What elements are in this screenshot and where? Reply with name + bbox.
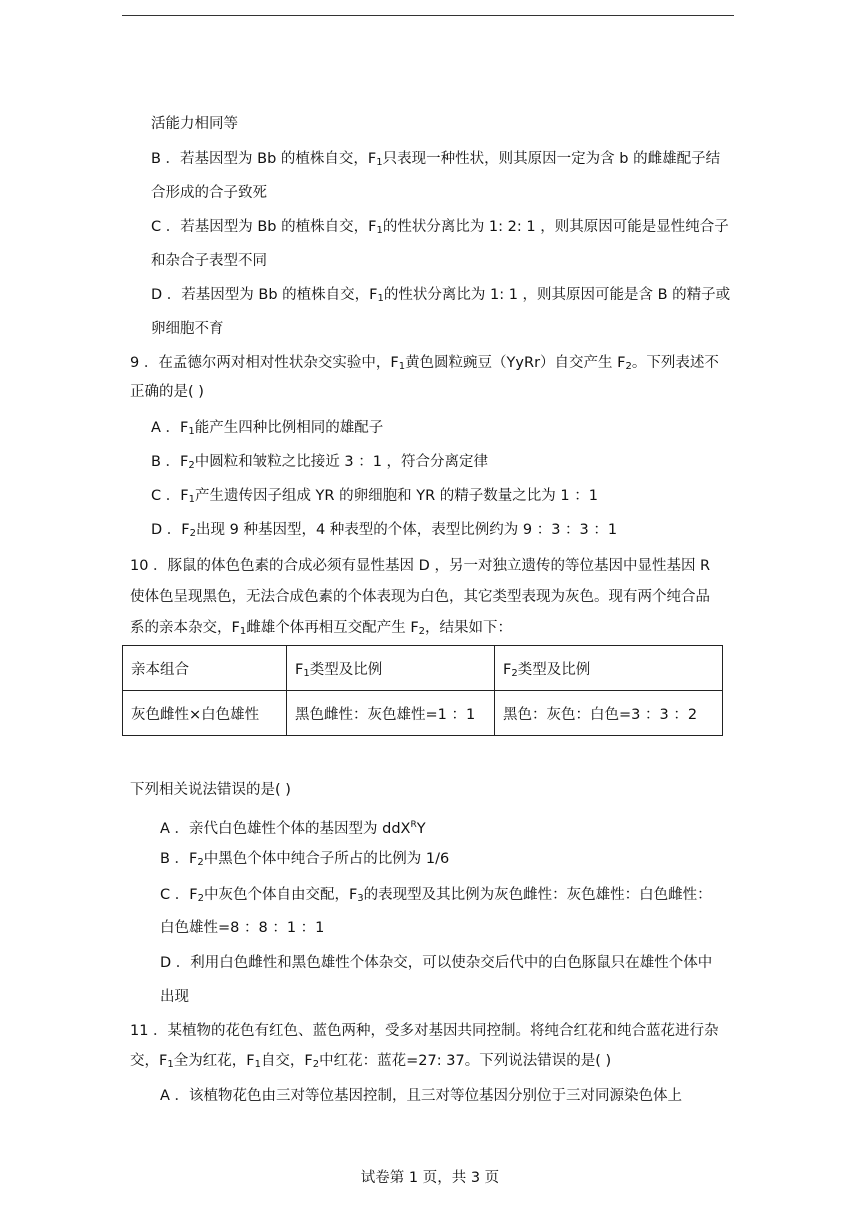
option-d-10: D ．利用白色雌性和黑色雄性个体杂交，可以使杂交后代中的白色豚鼠只在雄性个体中	[160, 955, 713, 971]
table-row	[123, 691, 723, 736]
option-d-8: D ．若基因型为 Bb 的植株自交，$F_1$的性状分离比为 1: 1 ，则其原因可能是含 B 的精子或	[151, 287, 731, 304]
option-c-8: C ．若基因型为 Bb 的植株自交，$F_1$的性状分离比为 1: 2: 1 ，则其原因可能是显性纯合子	[151, 219, 729, 236]
option-a-9: A ．$F_1$能产生四种比例相同的雄配子	[151, 420, 384, 437]
text-line: 使体色呈现黑色，无法合成色素的个体表现为白色，其它类型表现为灰色。现有两个纯合品	[130, 589, 710, 605]
results-table	[122, 645, 723, 736]
text-line: 系的亲本杂交，$F_1$雌雄个体再相互交配产生 $F_2$，结果如下：	[130, 620, 513, 637]
text-line: 出现	[160, 989, 189, 1005]
table-row	[123, 646, 723, 691]
table-cell: 灰色雌性×白色雄性	[123, 691, 287, 736]
text-line: 合形成的合子致死	[151, 185, 267, 201]
table-header-cell: $F_2$类型及比例	[495, 646, 723, 691]
question-10: 10 ．豚鼠的体色色素的合成必须有显性基因 D ，另一对独立遗传的等位基因中显性基因 R	[130, 558, 711, 574]
text-line: 白色雄性=8 ：8 ：1 ：1	[160, 920, 325, 936]
table-header-cell: 亲本组合	[123, 646, 287, 691]
page-footer: 试卷第 1 页，共 3 页	[360, 1170, 500, 1186]
option-b-9: B ．$F_2$中圆粒和皱粒之比接近 3 ：1 ，符合分离定律	[151, 454, 489, 471]
text-line: 卵细胞不育	[151, 321, 224, 337]
table-cell: 黑色雌性：灰色雄性=1 ：1	[287, 691, 495, 736]
option-a-10: A ．亲代白色雄性个体的基因型为 ddX$^R$Y	[160, 820, 426, 837]
text-line: 活能力相同等	[151, 116, 238, 132]
option-b-8: B ．若基因型为 Bb 的植株自交，$F_1$只表现一种性状，则其原因一定为含 b 的雌雄配子结	[151, 151, 721, 168]
option-d-9: D ．$F_2$出现 9 种基因型，4 种表型的个体，表型比例约为 9 ：3 ：3 ：1	[151, 522, 618, 539]
header-rule	[122, 15, 734, 16]
text-line: 交，$F_1$全为红花，$F_1$自交，$F_2$中红花：蓝花=27: 37。下列说法错误的是( )	[130, 1053, 612, 1070]
option-b-10: B ．$F_2$中黑色个体中纯合子所占的比例为 1/6	[160, 851, 450, 868]
table-cell: 黑色：灰色：白色=3 ：3 ：2	[495, 691, 723, 736]
option-c-10: C ．$F_2$中灰色个体自由交配，$F_3$的表现型及其比例为灰色雌性：灰色雄性：白色雌性：	[160, 887, 712, 904]
question-11: 11 ．某植物的花色有红色、蓝色两种，受多对基因共同控制。将纯合红花和纯合蓝花进行杂	[130, 1023, 719, 1039]
text-line: 正确的是( )	[130, 384, 204, 400]
text-line: 下列相关说法错误的是( )	[130, 782, 291, 798]
text-line: 和杂合子表型不同	[151, 253, 267, 269]
option-a-11: A ．该植物花色由三对等位基因控制，且三对等位基因分别位于三对同源染色体上	[160, 1088, 683, 1104]
table-header-cell: $F_1$类型及比例	[287, 646, 495, 691]
question-9: 9 ．在孟德尔两对相对性状杂交实验中，$F_1$黄色圆粒豌豆（YyRr）自交产生 $F_2$。下列表述不	[130, 355, 719, 372]
option-c-9: C ．$F_1$产生遗传因子组成 YR 的卵细胞和 YR 的精子数量之比为 1 ：1	[151, 488, 598, 505]
